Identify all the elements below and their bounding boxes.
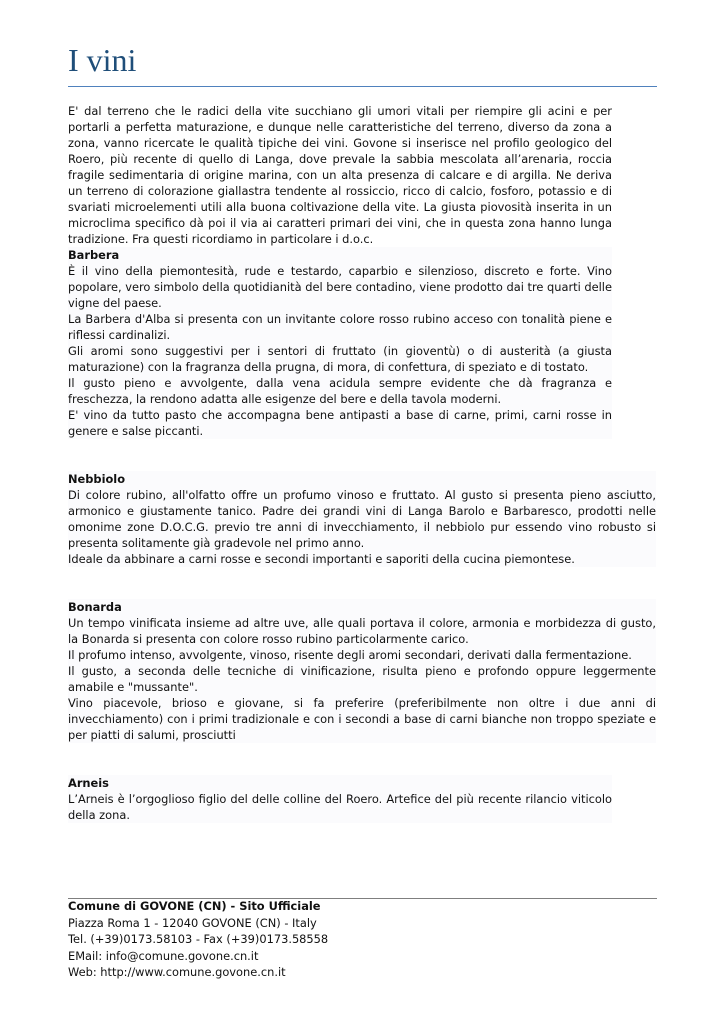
footer: [68, 898, 657, 981]
footer-phone: Tel. (+39)0173.58103 - Fax (+39)0173.58558: [68, 932, 329, 946]
wine-paragraph: Gli aromi sono suggestivi per i sentori di fruttato (in gioventù) o di austerità (a giusta maturazione) con la fragranza della prugna, di mora, di confettura, di speziato e di tostato.: [68, 344, 612, 374]
wine-paragraph: La Barbera d'Alba si presenta con un invitante colore rosso rubino acceso con tonalità piene e riflessi cardinalizi.: [68, 312, 612, 342]
main-content: [68, 103, 656, 855]
wine-heading-barbera: Barbera: [68, 248, 120, 262]
wine-section-nebbiolo: [68, 471, 656, 567]
wine-paragraph: Il gusto, a seconda delle tecniche di vinificazione, risulta pieno e profondo oppure leggermente amabile e "mussante".: [68, 664, 656, 694]
wine-paragraph: Il gusto pieno e avvolgente, dalla vena acidula sempre evidente che dà fragranza e freschezza, la rendono adatta alle esigenze del bere e della tavola moderni.: [68, 376, 612, 406]
page-title: I vini: [68, 42, 137, 78]
wine-paragraph: Un tempo vinificata insieme ad altre uve, alle quali portava il colore, armonia e morbidezza di gusto, la Bonarda si presenta con colore rosso rubino particolarmente carico.: [68, 616, 656, 646]
wine-paragraph: Ideale da abbinare a carni rosse e secondi importanti e saporiti della cucina piemontese.: [68, 552, 575, 566]
wine-paragraph: E' vino da tutto pasto che accompagna bene antipasti a base di carne, primi, carni rosse in genere e salse piccanti.: [68, 408, 612, 438]
intro-paragraph: E' dal terreno che le radici della vite succhiano gli umori vitali per riempire gli acini e per portarli a perfetta maturazione, e dunque nelle caratteristiche del terreno, diverso da zona a zona, vanno ricercate le qualità tipiche dei vini. Govone si inserisce nel profilo geologico del Roero, più recente di quello di Langa, dove prevale la sabbia mescolata all’arenaria, roccia fragile sedimentaria di origine marina, con un alta presenza di calcare e di argilla. Ne deriva un terreno di colorazione giallastra tendente al rossiccio, ricco di calcio, fosforo, potassio e di svariati microelementi utili alla buona coltivazione della vite. La giusta piovosità inserita in un microclima specifico dà poi il via ai caratteri primari dei vini, che in questa zona hanno lunga tradizione. Fra questi ricordiamo in particolare i d.o.c.: [68, 104, 612, 246]
wine-paragraph: È il vino della piemontesità, rude e testardo, caparbio e silenzioso, discreto e forte. Vino popolare, vero simbolo della quotidianità del bere contadino, viene prodotto dai tre quarti delle vigne del paese.: [68, 264, 612, 310]
wine-paragraph: Vino piacevole, brioso e giovane, si fa preferire (preferibilmente non oltre i due anni di invecchiamento) con i primi tradizionale e con i secondi a base di carni bianche non troppo speziate e per piatti di salumi, prosciutti: [68, 696, 656, 742]
footer-org-name: Comune di GOVONE (CN) - Sito Ufficiale: [68, 899, 321, 913]
title-divider: [68, 86, 657, 87]
wine-paragraph: L’Arneis è l’orgoglioso figlio del delle colline del Roero. Artefice del più recente rilancio viticolo della zona.: [68, 792, 612, 822]
wine-section-bonarda: [68, 599, 656, 743]
wine-paragraph: Di colore rubino, all'olfatto offre un profumo vinoso e fruttato. Al gusto si presenta pieno asciutto, armonico e giustamente tanico. Padre dei grandi vini di Langa Barolo e Barbaresco, prodotti nelle omonime zone D.O.C.G. previo tre anni di invecchiamento, il nebbiolo pur essendo vino robusto si presenta solitamente già gradevole nel primo anno.: [68, 488, 656, 550]
wine-heading-nebbiolo: Nebbiolo: [68, 472, 126, 486]
wine-section-barbera: [68, 247, 612, 439]
wine-heading-bonarda: Bonarda: [68, 600, 122, 614]
footer-address: Piazza Roma 1 - 12040 GOVONE (CN) - Italy: [68, 915, 317, 930]
footer-email[interactable]: EMail: info@comune.govone.cn.it: [68, 948, 259, 963]
wine-heading-arneis: Arneis: [68, 776, 109, 790]
footer-web[interactable]: Web: http://www.comune.govone.cn.it: [68, 965, 286, 979]
wine-paragraph: Il profumo intenso, avvolgente, vinoso, risente degli aromi secondari, derivati dalla fermentazione.: [68, 648, 632, 662]
wine-section-arneis: [68, 775, 612, 823]
